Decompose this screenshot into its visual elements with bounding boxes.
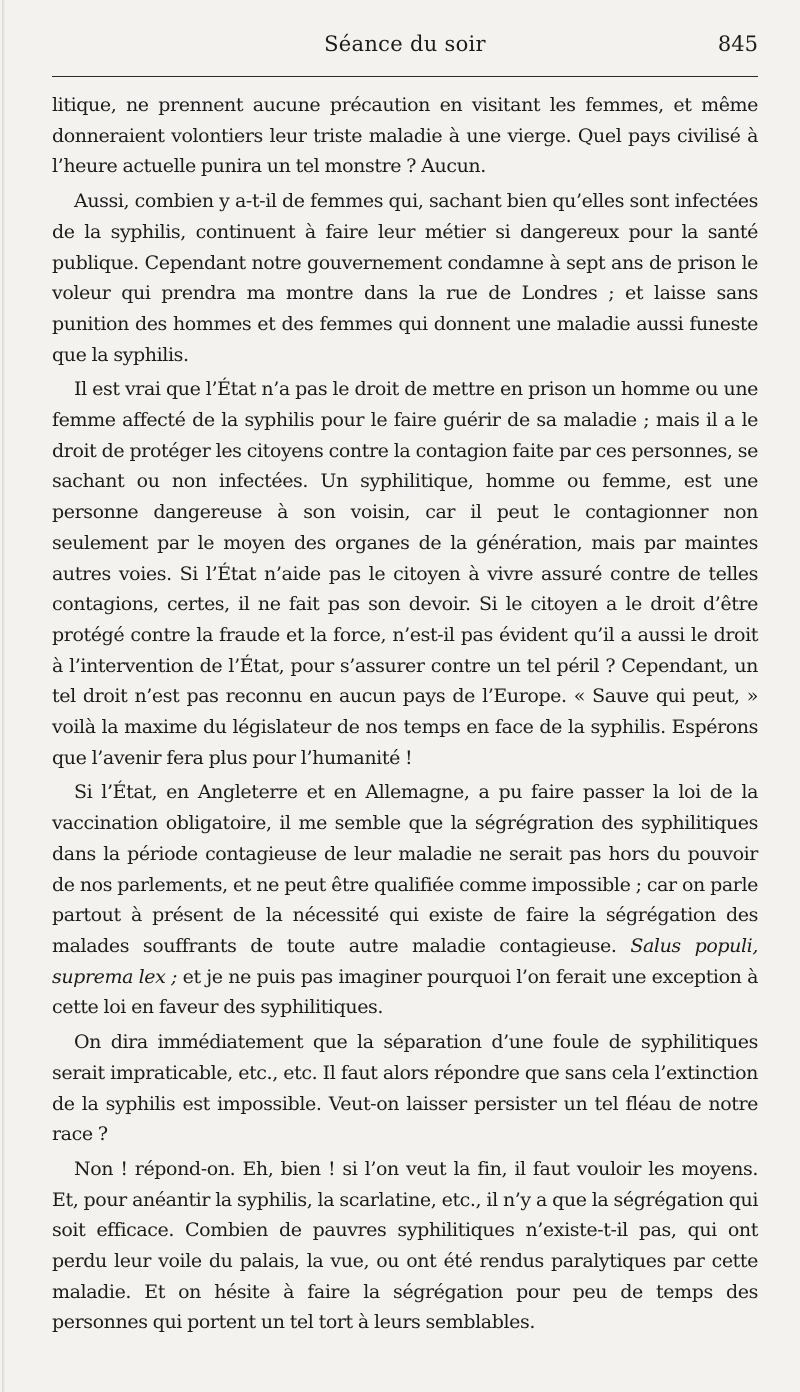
running-head <box>52 32 758 64</box>
paragraph-4-text: Si l’État, en Angleterre et en Allemagne, a pu faire passer la loi de la vaccination obligatoire, il me semble que la ségrégration des syphilitiques dans la période contagieuse de leur maladie ne serait pas hors du pouvoir de nos parlements, et ne peut être qualifiée comme impossible ; car on parle partout à présent de la nécessité qui existe de faire la ségrégation des malades souffrants de toute autre maladie contagieuse. <box>52 781 758 957</box>
latin-maxim: Salus populi, suprema lex ; <box>52 934 758 988</box>
paragraph-6: Non ! répond-on. Eh, bien ! si l’on veut la fin, il faut vouloir les moyens. Et, pour anéantir la syphilis, la scarlatine, etc., il n’y a que la ségrégation qui soit efficace. Combien de pauvres syphilitiques n’existe-t-il pas, qui ont perdu leur voile du palais, la vue, ou ont été rendus paralytiques par cette maladie. Et on hésite à faire la ségrégation pour peu de temps des personnes qui portent un tel tort à leurs semblables. <box>52 1157 758 1334</box>
paragraph-3: Il est vrai que l’État n’a pas le droit de mettre en prison un homme ou une femme affecté de la syphilis pour le faire guérir de sa maladie ; mais il a le droit de protéger les citoyens contre la contagion faite par ces personnes, se sachant ou non infectées. Un syphilitique, homme ou femme, est une personne dangereuse à son voisin, car il peut le contagionner non seulement par le moyen des organes de la génération, mais par maintes autres voies. Si l’État n’aide pas le citoyen à vivre assuré contre de telles contagions, certes, il ne fait pas son devoir. Si le citoyen a le droit d’être protégé contre la fraude et la force, n’est-il pas évident qu’il a aussi le droit à l’intervention de l’État, pour s’assurer contre un tel péril ? Cependant, un tel droit n’est pas reconnu en aucun pays de l’Europe. « Sauve qui peut, » voilà la maxime du législateur de nos temps en face de la syphilis. Espérons que l’avenir fera plus pour l’humanité ! <box>52 378 758 769</box>
body-text <box>52 90 758 1338</box>
page-number: 845 <box>717 32 758 56</box>
paragraph-1: litique, ne prennent aucune précaution en visitant les femmes, et même donneraient volontiers leur triste maladie à une vierge. Quel pays civilisé à l’heure actuelle punira un tel monstre ? Aucun. <box>52 94 758 178</box>
running-title: Séance du soir <box>324 32 486 56</box>
paragraph-4 <box>52 777 758 1023</box>
paragraph-2: Aussi, combien y a-t-il de femmes qui, sachant bien qu’elles sont infectées de la syphilis, continuent à faire leur métier si dangereux pour la santé publique. Cependant notre gouvernement condamne à sept ans de prison le voleur qui prendra ma montre dans la rue de Londres ; et laisse sans punition des hommes et des femmes qui donnent une maladie aussi funeste que la syphilis. <box>52 190 758 366</box>
header-rule <box>52 76 758 77</box>
paragraph-4-continuation: et je ne puis pas imaginer pourquoi l’on ferait une exception à cette loi en faveur des syphilitiques. <box>52 965 759 1019</box>
paragraph-5: On dira immédiatement que la séparation d’une foule de syphilitiques serait impraticable, etc., etc. Il faut alors répondre que sans cela l’extinction de la syphilis est impossible. Veut-on laisser persister un tel fléau de notre race ? <box>52 1031 758 1146</box>
page-edge-shadow <box>2 0 5 1392</box>
